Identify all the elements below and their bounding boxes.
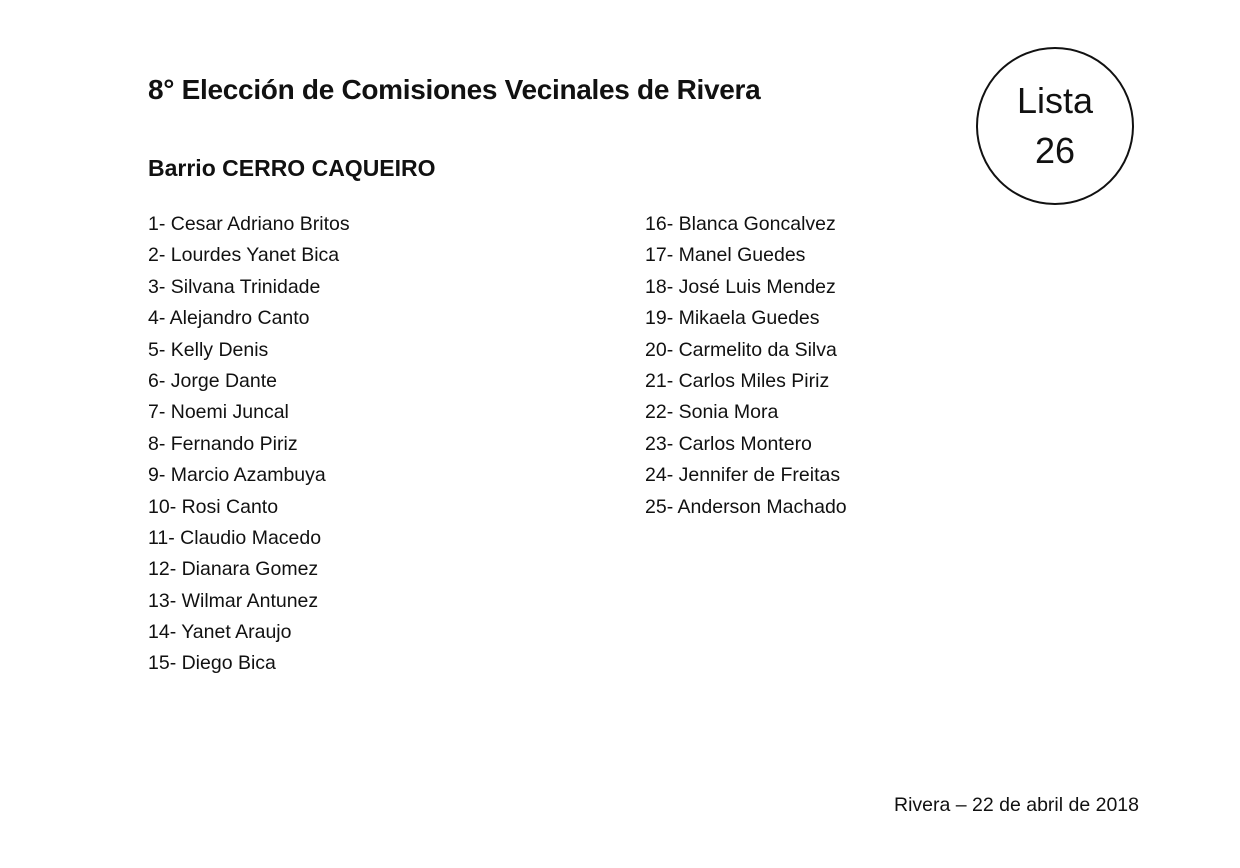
candidate-item: 2- Lourdes Yanet Bica bbox=[148, 244, 340, 267]
candidate-item: 10- Rosi Canto bbox=[148, 495, 279, 518]
candidate-item: 5- Kelly Denis bbox=[148, 338, 269, 361]
candidate-item: 19- Mikaela Guedes bbox=[645, 307, 820, 330]
candidate-item: 12- Dianara Gomez bbox=[148, 558, 319, 581]
candidate-item: 20- Carmelito da Silva bbox=[645, 338, 837, 361]
list-number-badge bbox=[976, 47, 1134, 205]
candidate-item: 15- Diego Bica bbox=[148, 652, 276, 675]
neighborhood-subtitle: Barrio CERRO CAQUEIRO bbox=[148, 155, 436, 181]
page-title: 8° Elección de Comisiones Vecinales de Rivera bbox=[148, 74, 761, 105]
candidate-item: 1- Cesar Adriano Britos bbox=[148, 213, 350, 235]
badge-number: 26 bbox=[1034, 130, 1076, 171]
candidate-item: 23- Carlos Montero bbox=[645, 432, 812, 455]
candidate-item: 16- Blanca Goncalvez bbox=[645, 213, 836, 235]
candidate-item: 21- Carlos Miles Piriz bbox=[645, 369, 830, 392]
candidate-item: 18- José Luis Mendez bbox=[645, 275, 836, 298]
candidate-item: 8- Fernando Piriz bbox=[148, 432, 298, 455]
badge-label: Lista bbox=[1016, 80, 1094, 121]
candidate-item: 14- Yanet Araujo bbox=[148, 621, 292, 644]
place-date-footer: Rivera – 22 de abril de 2018 bbox=[894, 794, 1139, 816]
candidate-item: 3- Silvana Trinidade bbox=[148, 275, 321, 298]
candidate-item: 4- Alejandro Canto bbox=[148, 307, 310, 330]
candidate-item: 7- Noemi Juncal bbox=[148, 401, 289, 424]
candidate-item: 9- Marcio Azambuya bbox=[148, 464, 326, 487]
candidate-item: 13- Wilmar Antunez bbox=[148, 589, 319, 612]
candidate-list-right bbox=[645, 209, 847, 523]
candidate-item: 6- Jorge Dante bbox=[148, 369, 277, 392]
candidate-item: 17- Manel Guedes bbox=[645, 244, 806, 267]
candidate-item: 11- Claudio Macedo bbox=[148, 526, 322, 549]
candidate-item: 25- Anderson Machado bbox=[645, 495, 847, 518]
candidate-list-left bbox=[148, 209, 350, 680]
candidate-item: 22- Sonia Mora bbox=[645, 401, 779, 424]
candidate-item: 24- Jennifer de Freitas bbox=[645, 464, 841, 487]
